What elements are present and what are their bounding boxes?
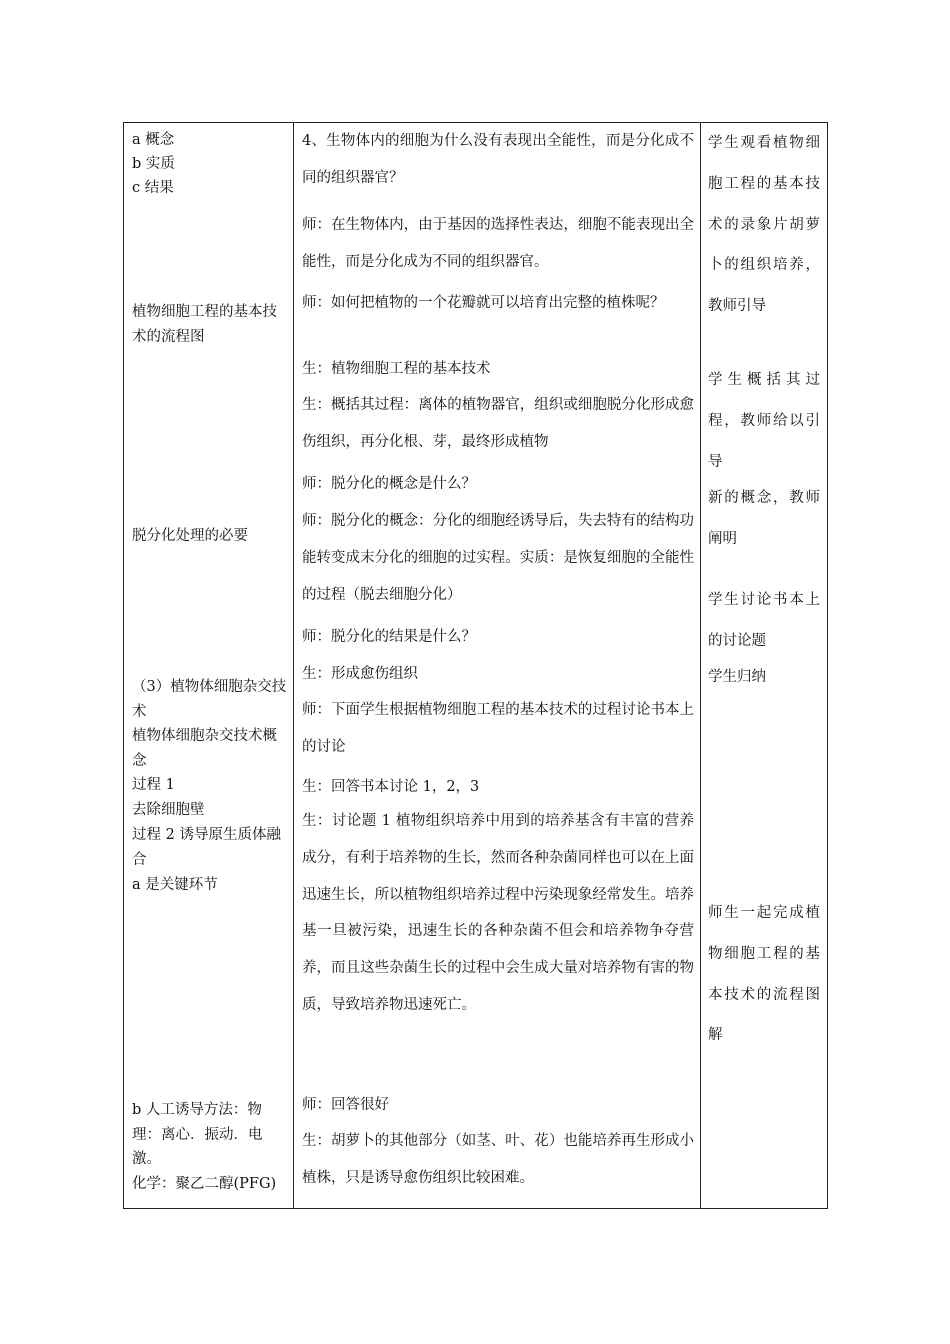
dialogue-paragraph: 生：概括其过程：离体的植物器官，组织或细胞脱分化形成愈伤组织，再分化根、芽，最终形成植物: [302, 397, 694, 450]
dialogue-paragraph: 生：回答书本讨论 1，2，3: [302, 779, 480, 795]
outline-concept: a 概念: [132, 132, 175, 148]
lesson-plan-table: [123, 122, 828, 1209]
activity-note: 师生一起完成植物细胞工程的基本技术的流程图解: [708, 905, 820, 1044]
dialogue-paragraph: 师：下面学生根据植物细胞工程的基本技术的过程讨论书本上的讨论: [302, 702, 694, 755]
dialogue-paragraph: 生：植物细胞工程的基本技术: [302, 361, 491, 377]
outline-physical-methods: b 人工诱导方法：物理：离心．振动．电激。: [132, 1102, 263, 1168]
dialogue-paragraph: 生：讨论题 1 植物组织培养中用到的培养基含有丰富的营养成分，有利于培养物的生长，然而各种杂菌同样也可以在上面迅速生长，所以植物组织培养过程中污染现象经常发生。培养基一旦被污染，迅速生长的各种杂菌不但会和培养物争夺营养，而且这些杂菌生长的过程中会生成大量对培养物有害的物质，导致培养物迅速死亡。: [302, 813, 694, 1013]
outline-chemical-method: 化学：聚乙二醇(PFG): [132, 1176, 277, 1192]
activity-note: 新的概念，教师阐明: [708, 490, 820, 547]
dialogue-paragraph: 师：脱分化的结果是什么？: [302, 629, 476, 645]
activity-note: 学生归纳: [708, 669, 766, 685]
dialogue-paragraph: 师：回答很好: [302, 1097, 389, 1113]
dialogue-paragraph: 师：如何把植物的一个花瓣就可以培育出完整的植株呢？: [302, 295, 665, 311]
activity-note: 学生讨论书本上的讨论题: [708, 592, 820, 649]
outline-result: c 结果: [132, 180, 174, 196]
outline-remove-cell-wall: 去除细胞壁: [132, 802, 205, 818]
outline-essence: b 实质: [132, 156, 175, 172]
dialogue-paragraph: 师：脱分化的概念：分化的细胞经诱导后，失去特有的结构功能转变成末分化的细胞的过实程。实质：是恢复细胞的全能性的过程（脱去细胞分化）: [302, 513, 694, 603]
dialogue-paragraph: 生：形成愈伤组织: [302, 666, 418, 682]
activity-note: 学生概括其过程，教师给以引导: [708, 372, 820, 470]
dialogue-paragraph: 师：脱分化的概念是什么？: [302, 476, 476, 492]
column-divider-1: [293, 123, 294, 1208]
outline-hybridization-concept: 植物体细胞杂交技术概念: [132, 728, 277, 769]
outline-flowchart: 植物细胞工程的基本技术的流程图: [132, 304, 277, 345]
outline-dedifferentiation: 脱分化处理的必要: [132, 528, 248, 544]
dialogue-paragraph: 4、生物体内的细胞为什么没有表现出全能性，而是分化成不同的组织器官？: [302, 133, 694, 186]
activity-note: 学生观看植物细胞工程的基本技术的录象片胡萝卜的组织培养，教师引导: [708, 135, 820, 315]
dialogue-paragraph: 师：在生物体内，由于基因的选择性表达，细胞不能表现出全能性，而是分化成为不同的组织器官。: [302, 217, 694, 270]
outline-process-2: 过程 2 诱导原生质体融合: [132, 827, 281, 868]
outline-hybridization: （3）植物体细胞杂交技术: [132, 679, 287, 720]
outline-process-1: 过程 1: [132, 777, 175, 793]
dialogue-paragraph: 生：胡萝卜的其他部分（如茎、叶、花）也能培养再生形成小植株，只是诱导愈伤组织比较困难。: [302, 1133, 694, 1186]
column-divider-2: [700, 123, 701, 1208]
outline-key-step: a 是关键环节: [132, 877, 218, 893]
